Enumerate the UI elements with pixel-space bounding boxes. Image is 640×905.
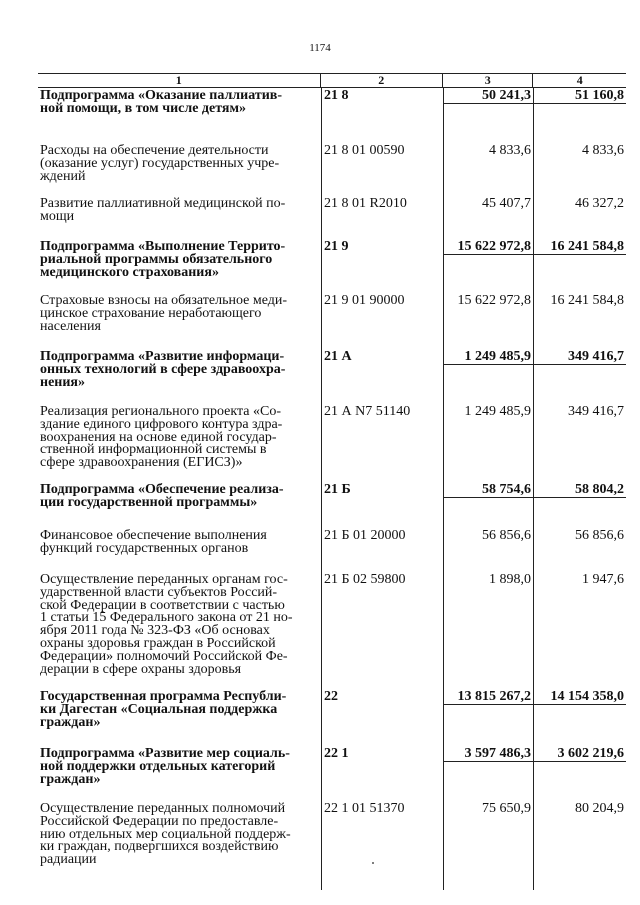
row-name: Подпрограмма «Развитие мер социаль- ной поддержки отдельных категорий граждан»	[40, 746, 290, 787]
table-row	[38, 691, 626, 729]
row-value-col4: 14 154 358,0	[533, 691, 626, 705]
row-name: Подпрограмма «Обеспечение реализа- ции государственной программы»	[40, 482, 284, 510]
row-value-col4: 16 241 584,8	[550, 293, 624, 308]
table-row	[38, 90, 626, 116]
header-col-2: 2	[320, 74, 442, 87]
row-value-col3: 50 241,3	[443, 90, 533, 104]
row-name: Финансовое обеспечение выполнения функций государственных органов	[40, 528, 267, 556]
row-value-col3: 1 898,0	[489, 572, 531, 587]
row-value-col4: 46 327,2	[575, 196, 624, 211]
row-code: 21 8	[324, 88, 349, 103]
row-value-col3: 15 622 972,8	[457, 293, 531, 308]
table-body	[38, 88, 626, 890]
row-value-col3: 1 249 485,9	[464, 404, 531, 419]
table-row	[38, 241, 626, 279]
budget-table	[38, 73, 626, 890]
table-row	[38, 748, 626, 786]
header-col-4: 4	[532, 74, 626, 87]
row-value-col4: 3 602 219,6	[533, 748, 626, 762]
row-code: 22	[324, 689, 338, 704]
row-value-col4: 51 160,8	[533, 90, 626, 104]
row-value-col3: 75 650,9	[482, 801, 531, 816]
table-row	[38, 198, 626, 224]
row-name: Расходы на обеспечение деятельности (оказание услуг) государственных учре- ждений	[40, 143, 280, 184]
row-value-col3: 45 407,7	[482, 196, 531, 211]
table-row	[38, 574, 626, 676]
table-row	[38, 295, 626, 333]
table-row	[38, 803, 626, 867]
table-row	[38, 351, 626, 389]
row-value-col3: 15 622 972,8	[443, 241, 533, 255]
header-col-3: 3	[442, 74, 533, 87]
row-value-col3: 1 249 485,9	[443, 351, 533, 365]
row-code: 21 9 01 90000	[324, 293, 405, 308]
row-value-col3: 13 815 267,2	[443, 691, 533, 705]
row-value-col4: 80 204,9	[575, 801, 624, 816]
row-value-col4: 1 947,6	[582, 572, 624, 587]
row-value-col4: 4 833,6	[582, 143, 624, 158]
row-name: Развитие паллиативной медицинской по- мощи	[40, 196, 286, 224]
row-name: Подпрограмма «Развитие информаци- онных технологий в сфере здравоохра- нения»	[40, 349, 286, 390]
scan-dot	[372, 862, 374, 864]
row-name: Реализация регионального проекта «Со- здание единого цифрового контура здра- воохранения на основе единой государ- ственной информационной системы в сфере здравоохранения (ЕГИСЗ)»	[40, 404, 283, 471]
row-code: 22 1	[324, 746, 349, 761]
row-value-col3: 56 856,6	[482, 528, 531, 543]
row-code: 22 1 01 51370	[324, 801, 405, 816]
row-value-col4: 349 416,7	[568, 404, 624, 419]
table-row	[38, 530, 626, 556]
table-row	[38, 484, 626, 510]
row-code: 21 8 01 R2010	[324, 196, 407, 211]
row-value-col3: 4 833,6	[489, 143, 531, 158]
row-code: 21 Б	[324, 482, 351, 497]
row-value-col4: 56 856,6	[575, 528, 624, 543]
row-code: 21 А	[324, 349, 352, 364]
row-name: Государственная программа Республи- ки Дагестан «Социальная поддержка граждан»	[40, 689, 287, 730]
row-name: Подпрограмма «Выполнение Террито- риальной программы обязательного медицинского страхования»	[40, 239, 286, 280]
row-code: 21 8 01 00590	[324, 143, 405, 158]
row-name: Страховые взносы на обязательное меди- цинское страхование неработающего населения	[40, 293, 288, 334]
table-row	[38, 406, 626, 470]
row-value-col4: 349 416,7	[533, 351, 626, 365]
table-row	[38, 145, 626, 183]
row-code: 21 А N7 51140	[324, 404, 411, 419]
row-code: 21 Б 01 20000	[324, 528, 406, 543]
page-number: 1174	[309, 42, 331, 54]
row-value-col4: 16 241 584,8	[533, 241, 626, 255]
row-name: Осуществление переданных органам гос- ударственной власти субъектов Россий- ской Федерации в соответствии с частью 1 статьи 15 Федерального закона от 21 но- ября 2011 года № 323-ФЗ «Об основах охраны здоровья граждан в Российской Федерации» полномочий Российской Фе- дерации в сфере охраны здоровья	[40, 572, 293, 677]
table-header	[38, 74, 626, 88]
row-name: Подпрограмма «Оказание паллиатив- ной помощи, в том числе детям»	[40, 88, 283, 116]
row-name: Осуществление переданных полномочий Российской Федерации по предоставле- нию отдельных мер социальной поддерж- ки граждан, подвергшихся воздействию радиации	[40, 801, 291, 868]
row-code: 21 Б 02 59800	[324, 572, 406, 587]
row-value-col3: 3 597 486,3	[443, 748, 533, 762]
row-value-col3: 58 754,6	[443, 484, 533, 498]
header-col-1: 1	[175, 73, 182, 87]
row-value-col4: 58 804,2	[533, 484, 626, 498]
row-code: 21 9	[324, 239, 349, 254]
